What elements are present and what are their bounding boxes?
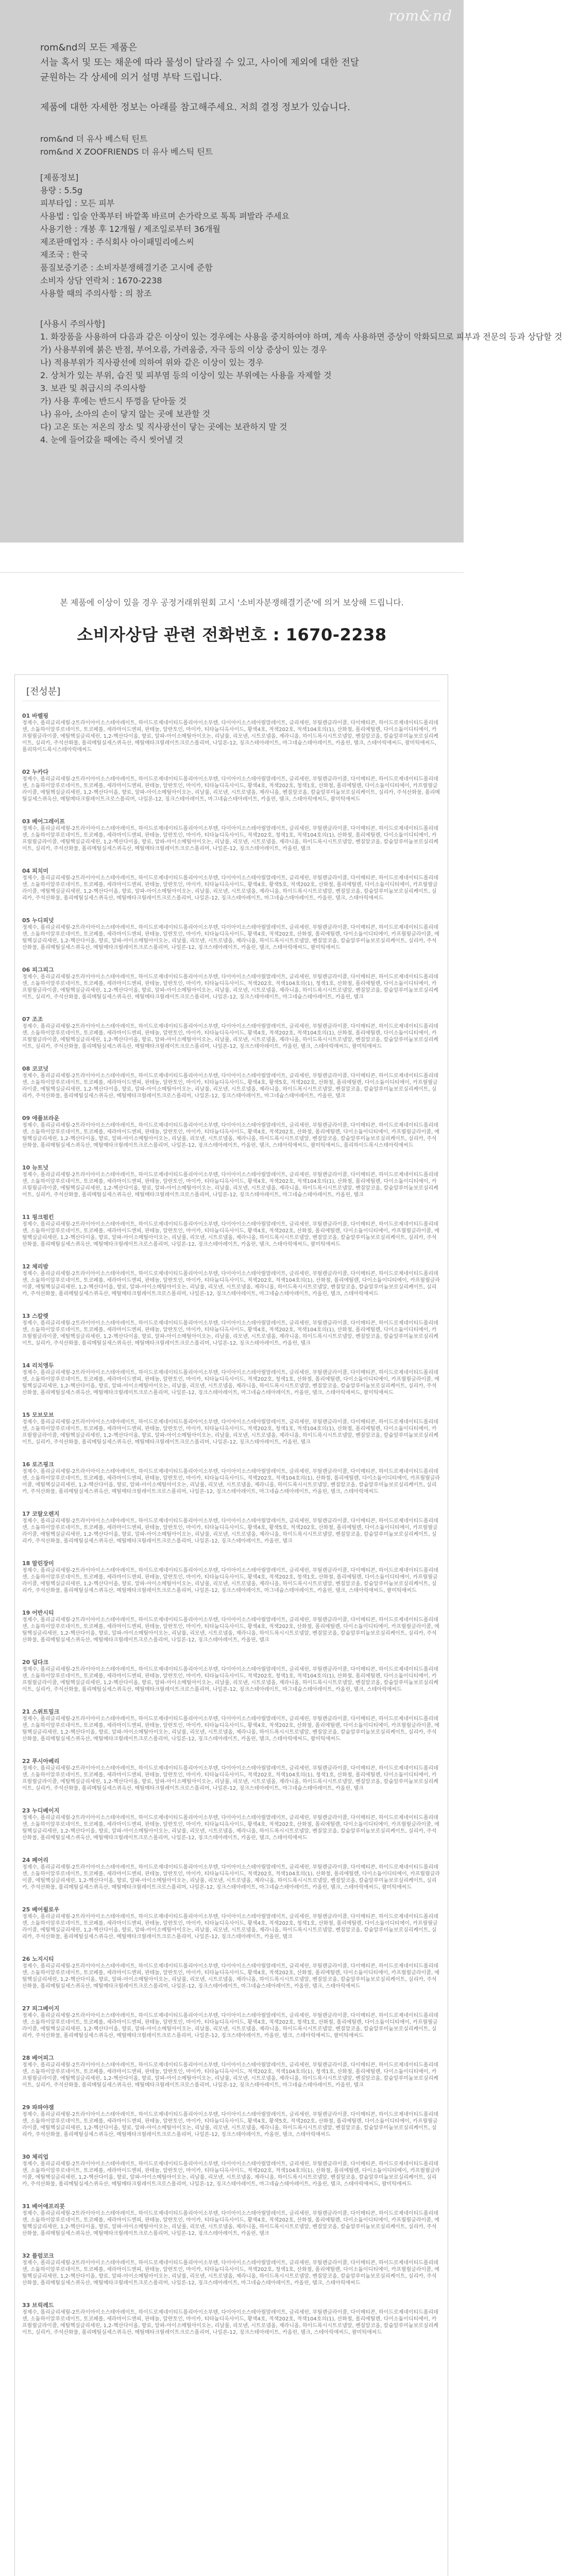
ingredient-list-text: 정제수, 폴리글리세릴-2트라이아이소스테아레이트, 하이드로제네이티드폴리아이소부텐, 다이아이소스테아릴말레이트, 글리세린, 부틸렌글라이콜, 다이메티콘, 하이드로제네이티드폴리데센, 소듐하이알루로네이트, 토코페롤, 세라마이드엔피, 판테놀, 알란토인, 마이카, 티타늄디옥사이드, 적색202호, 청색1호, 적색104호의(1), 산화철, 폴리에틸렌, 다이소듐이디티에이, 카프릴릴글라이콜, 에틸헥실글리세린, 1,2-헥산다이올, 향료, 알파-아이소메틸아이오논, 리날룰, 리모넨, 시트로넬올, 제라니올, 하이드록시시트로넬알, 벤질알코올, 칼슘알루미늄보로실리케이트, 실리카, 주석산화물, 폴리메틸실세스퀴옥산, 메틸메타크릴레이트크로스폴리머, 나일론-12, 징크스테아레이트, 카올린, 탤크 <box>22 1419 438 1445</box>
ingredient-list-text: 정제수, 폴리글리세릴-2트라이아이소스테아레이트, 하이드로제네이티드폴리아이소부텐, 다이아이소스테아릴말레이트, 글리세린, 부틸렌글라이콜, 다이메티콘, 하이드로제네이티드폴리데센, 소듐하이알루로네이트, 토코페롤, 세라마이드엔피, 판테놀, 알란토인, 마이카, 티타늄디옥사이드, 황색4호, 적색202호, 청색1호, 산화철, 폴리에틸렌, 다이소듐이디티에이, 카프릴릴글라이콜, 에틸헥실글리세린, 1,2-헥산다이올, 향료, 알파-아이소메틸아이오논, 리날룰, 리모넨, 시트로넬올, 제라니올, 벤질알코올, 칼슘알루미늄보로실리케이트, 실리카, 주석산화물, 폴리메틸실세스퀴옥산, 메틸메타크릴레이트크로스폴리머, 나일론-12, 징크스테아레이트, 마그네슘스테아레이트, 카올린, 탤크, 스테아릭애씨드, 팔미틱애씨드 <box>22 776 440 802</box>
ingredient-section <box>22 1065 440 1099</box>
ingredient-list-text: 정제수, 폴리글리세릴-2트라이아이소스테아레이트, 하이드로제네이티드폴리아이소부텐, 다이아이소스테아릴말레이트, 글리세린, 부틸렌글라이콜, 다이메티콘, 하이드로제네이티드폴리데센, 소듐하이알루로네이트, 토코페롤, 세라마이드엔피, 판테놀, 알란토인, 마이카, 티타늄디옥사이드, 황색4호, 적색202호, 산화철, 폴리에틸렌, 다이소듐이디티에이, 카프릴릴글라이콜, 에틸헥실글리세린, 1,2-헥산다이올, 향료, 알파-아이소메틸아이오논, 리날룰, 리모넨, 시트로넬올, 제라니올, 하이드록시시트로넬알, 벤질알코올, 칼슘알루미늄보로실리케이트, 실리카, 주석산화물, 폴리메틸실세스퀴옥산, 메틸메타크릴레이트크로스폴리머, 나일론-12, 징크스테아레이트, 카올린, 탤크, 스테아릭애씨드, 팔미틱애씨드, 폴리하이드록시스테아릭애씨드 <box>22 1123 439 1148</box>
ingredient-list-text: 정제수, 폴리글리세릴-2트라이아이소스테아레이트, 하이드로제네이티드폴리아이소부텐, 다이아이소스테아릴말레이트, 글리세린, 부틸렌글라이콜, 다이메티콘, 하이드로제네이티드폴리데센, 소듐하이알루로네이트, 토코페롤, 세라마이드엔피, 판테놀, 알란토인, 마이카, 티타늄디옥사이드, 적색202호, 적색104호의(1), 산화철, 폴리에틸렌, 다이소듐이디티에이, 카프릴릴글라이콜, 에틸헥실글리세린, 1,2-헥산다이올, 향료, 알파-아이소메틸아이오논, 리날룰, 리모넨, 시트로넬올, 제라니올, 하이드록시시트로넬알, 벤질알코올, 칼슘알루미늄보로실리케이트, 실리카, 주석산화물, 폴리메틸실세스퀴옥산, 메틸메타크릴레이트크로스폴리머, 나일론-12, 징크스테아레이트, 마그네슘스테아레이트, 카올린, 탤크, 스테아릭애씨드, 팔미틱애씨드 <box>22 2161 440 2187</box>
ingredient-list-text: 정제수, 폴리글리세릴-2트라이아이소스테아레이트, 하이드로제네이티드폴리아이소부텐, 다이아이소스테아릴말레이트, 글리세린, 부틸렌글라이콜, 다이메티콘, 하이드로제네이티드폴리데센, 소듐하이알루로네이트, 토코페롤, 세라마이드엔피, 판테놀, 알란토인, 마이카, 티타늄디옥사이드, 적색202호, 적색104호의(1), 산화철, 폴리에틸렌, 다이소듐이디티에이, 카프릴릴글라이콜, 에틸헥실글리세린, 1,2-헥산다이올, 향료, 알파-아이소메틸아이오논, 리날룰, 리모넨, 시트로넬올, 제라니올, 하이드록시시트로넬알, 벤질알코올, 칼슘알루미늄보로실리케이트, 실리카, 주석산화물, 폴리메틸실세스퀴옥산, 메틸메타크릴레이트크로스폴리머, 나일론-12, 징크스테아레이트, 마그네슘스테아레이트, 카올린, 탤크, 스테아릭애씨드 <box>22 1271 440 1297</box>
ingredient-section <box>22 1609 440 1643</box>
consult-block <box>0 573 464 646</box>
ingredient-list-text: 정제수, 폴리글리세릴-2트라이아이소스테아레이트, 하이드로제네이티드폴리아이소부텐, 다이아이소스테아릴말레이트, 글리세린, 부틸렌글라이콜, 다이메티콘, 하이드로제네이티드폴리데센, 소듐하이알루로네이트, 토코페롤, 세라마이드엔피, 판테놀, 알란토인, 마이카, 티타늄디옥사이드, 적색202호, 청색1호, 적색104호의(1), 산화철, 폴리에틸렌, 다이소듐이디티에이, 카프릴릴글라이콜, 에틸헥실글리세린, 1,2-헥산다이올, 향료, 알파-아이소메틸아이오논, 리날룰, 리모넨, 시트로넬올, 제라니올, 하이드록시시트로넬알, 벤질알코올, 칼슘알루미늄보로실리케이트, 실리카, 주석산화물, 폴리메틸실세스퀴옥산, 메틸메타크릴레이트크로스폴리머, 나일론-12, 징크스테아레이트, 카올린, 탤크 <box>22 826 438 852</box>
ingredient-section <box>22 1906 440 1940</box>
ingredient-list-text: 정제수, 폴리글리세릴-2트라이아이소스테아레이트, 하이드로제네이티드폴리아이소부텐, 다이아이소스테아릴말레이트, 글리세린, 부틸렌글라이콜, 다이메티콘, 하이드로제네이티드폴리데센, 소듐하이알루로네이트, 토코페롤, 세라마이드엔피, 판테놀, 알란토인, 마이카, 티타늄디옥사이드, 황색4호, 적색202호, 산화철, 폴리에틸렌, 다이소듐이디티에이, 카프릴릴글라이콜, 에틸헥실글리세린, 1,2-헥산다이올, 향료, 알파-아이소메틸아이오논, 리날룰, 리모넨, 시트로넬올, 제라니올, 하이드록시시트로넬알, 벤질알코올, 칼슘알루미늄보로실리케이트, 실리카, 주석산화물, 폴리메틸실세스퀴옥산, 메틸메타크릴레이트크로스폴리머, 나일론-12, 징크스테아레이트, 카올린, 탤크, 스테아릭애씨드, 팔미틱애씨드 <box>22 925 439 951</box>
caution-line: 1. 화장품을 사용하여 다음과 같은 이상이 있는 경우에는 사용을 중지하여야 하며, 계속 사용하면 증상이 악화되므로 피부과 전문의 등과 상담할 것 <box>40 332 562 342</box>
caution-line: 나) 적용부위가 직사광선에 의하여 위와 같은 이상이 있는 경우 <box>40 358 264 367</box>
product-info-line: 소비자 상담 연락처 : 1670-2238 <box>40 276 162 285</box>
ingredient-shade-name: 30 체리업 <box>22 2154 49 2160</box>
product-info-panel <box>0 0 562 543</box>
ingredient-shade-name: 27 피그베이지 <box>22 2005 60 2012</box>
ingredient-shade-name: 28 베어피그 <box>22 2055 54 2061</box>
ingredient-shade-name: 23 누디베이지 <box>22 1807 60 1814</box>
intro-line: 서늘 혹서 및 또는 채운에 따라 물성이 달라질 수 있고, 사이에 제외에 대한 전달 <box>40 57 360 68</box>
ingredient-list-text: 정제수, 폴리글리세릴-2트라이아이소스테아레이트, 하이드로제네이티드폴리아이소부텐, 다이아이소스테아릴말레이트, 글리세린, 부틸렌글라이콜, 다이메티콘, 하이드로제네이티드폴리데센, 소듐하이알루로네이트, 토코페롤, 세라마이드엔피, 판테놀, 알란토인, 마이카, 티타늄디옥사이드, 적색202호, 적색104호의(1), 청색1호, 산화철, 폴리에틸렌, 다이소듐이디티에이, 카프릴릴글라이콜, 에틸헥실글리세린, 1,2-헥산다이올, 향료, 알파-아이소메틸아이오논, 리날룰, 리모넨, 시트로넬올, 제라니올, 하이드록시시트로넬알, 벤질알코올, 칼슘알루미늄보로실리케이트, 실리카, 주석산화물, 폴리메틸실세스퀴옥산, 메틸메타크릴레이트크로스폴리머, 나일론-12, 징크스테아레이트, 마그네슘스테아레이트, 카올린, 탤크 <box>22 2062 438 2088</box>
ingredient-section <box>22 1412 440 1446</box>
ingredient-list-text: 정제수, 폴리글리세릴-2트라이아이소스테아레이트, 하이드로제네이티드폴리아이소부텐, 다이아이소스테아릴말레이트, 글리세린, 부틸렌글라이콜, 다이메티콘, 하이드로제네이티드폴리데센, 소듐하이알루로네이트, 토코페롤, 세라마이드엔피, 판테놀, 알란토인, 마이카, 티타늄디옥사이드, 황색4호, 적색202호, 청색1호, 산화철, 폴리에틸렌, 다이소듐이디티에이, 카프릴릴글라이콜, 에틸헥실글리세린, 1,2-헥산다이올, 향료, 알파-아이소메틸아이오논, 리날룰, 리모넨, 시트로넬올, 제라니올, 하이드록시시트로넬알, 벤질알코올, 칼슘알루미늄보로실리케이트, 실리카, 주석산화물, 폴리메틸실세스퀴옥산, 메틸메타크릴레이트크로스폴리머, 나일론-12, 징크스테아레이트, 카올린, 탤크 <box>22 1914 438 1940</box>
ingredient-section <box>22 1016 440 1050</box>
ingredient-list-text: 정제수, 폴리글리세릴-2트라이아이소스테아레이트, 하이드로제네이티드폴리아이소부텐, 다이아이소스테아릴말레이트, 글리세린, 부틸렌글라이콜, 다이메티콘, 하이드로제네이티드폴리데센, 소듐하이알루로네이트, 토코페롤, 세라마이드엔피, 판테놀, 알란토인, 마이카, 티타늄디옥사이드, 황색4호, 적색202호, 적색104호의(1), 산화철, 폴리에틸렌, 다이소듐이디티에이, 카프릴릴글라이콜, 에틸헥실글리세린, 1,2-헥산다이올, 향료, 알파-아이소메틸아이오논, 리날룰, 리모넨, 시트로넬올, 제라니올, 하이드록시시트로넬알, 벤질알코올, 칼슘알루미늄보로실리케이트, 실리카, 주석산화물, 폴리메틸실세스퀴옥산, 메틸메타크릴레이트크로스폴리머, 나일론-12, 징크스테아레이트, 카올린, 탤크 <box>22 1320 438 1346</box>
ingredient-section <box>22 1214 440 1248</box>
caution-line: 다) 고온 또는 저온의 장소 및 직사광선이 닿는 곳에는 보관하지 말 것 <box>40 422 287 432</box>
ingredient-list-text: 정제수, 폴리글리세릴-2트라이아이소스테아레이트, 하이드로제네이티드폴리아이소부텐, 다이아이소스테아릴말레이트, 글리세린, 부틸렌글라이콜, 다이메티콘, 하이드로제네이티드폴리데센, 소듐하이알루로네이트, 토코페롤, 세라마이드엔피, 판테놀, 알란토인, 마이카, 티타늄디옥사이드, 황색4호, 적색202호, 산화철, 폴리에틸렌, 다이소듐이디티에이, 카프릴릴글라이콜, 에틸헥실글리세린, 1,2-헥산다이올, 향료, 알파-아이소메틸아이오논, 리날룰, 리모넨, 시트로넬올, 제라니올, 하이드록시시트로넬알, 벤질알코올, 칼슘알루미늄보로실리케이트, 실리카, 주석산화물, 폴리메틸실세스퀴옥산, 메틸메타크릴레이트크로스폴리머, 나일론-12, 징크스테아레이트, 마그네슘스테아레이트, 카올린, 탤크, 스테아릭애씨드 <box>22 1963 439 1989</box>
intro-line: 제품에 대한 자세한 정보는 아래를 참고해주세요. 저희 결정 정보가 있습니다. <box>40 102 350 113</box>
ingredient-section <box>22 2203 440 2237</box>
ingredient-shade-name: 21 스위트밀크 <box>22 1708 60 1715</box>
ingredient-shade-name: 13 스칼렛 <box>22 1313 49 1319</box>
ingredient-shade-name: 24 페어리 <box>22 1857 49 1863</box>
ingredient-shade-name: 08 코코넛 <box>22 1065 49 1072</box>
ingredient-section <box>22 2104 440 2138</box>
ingredient-shade-name: 32 플럼코크 <box>22 2252 54 2259</box>
caution-line: 2. 상처가 있는 부위, 습진 및 피부염 등의 이상이 있는 부위에는 사용을 자제할 것 <box>40 370 332 380</box>
ingredient-section <box>22 1362 440 1396</box>
ingredient-shade-name: 19 어반시티 <box>22 1609 54 1616</box>
ingredient-section <box>22 769 440 803</box>
product-info-line: 피부타입 : 모든 피부 <box>40 198 115 208</box>
ingredient-list-text: 정제수, 폴리글리세릴-2트라이아이소스테아레이트, 하이드로제네이티드폴리아이소부텐, 다이아이소스테아릴말레이트, 글리세린, 부틸렌글라이콜, 다이메티콘, 하이드로제네이티드폴리데센, 소듐하이알루로네이트, 토코페롤, 세라마이드엔피, 판테놀, 알란토인, 마이카, 티타늄디옥사이드, 황색4호, 적색202호, 적색104호의(1), 산화철, 폴리에틸렌, 다이소듐이디티에이, 카프릴릴글라이콜, 에틸헥실글리세린, 1,2-헥산다이올, 향료, 알파-아이소메틸아이오논, 리날룰, 리모넨, 시트로넬올, 제라니올, 하이드록시시트로넬알, 벤질알코올, 칼슘알루미늄보로실리케이트, 실리카, 주석산화물, 폴리메틸실세스퀴옥산, 메틸메타크릴레이트크로스폴리머, 나일론-12, 징크스테아레이트, 카올린, 탤크, 스테아릭애씨드, 팔미틱애씨드 <box>22 2310 438 2335</box>
ingredient-list-text: 정제수, 폴리글리세릴-2트라이아이소스테아레이트, 하이드로제네이티드폴리아이소부텐, 다이아이소스테아릴말레이트, 글리세린, 부틸렌글라이콜, 다이메티콘, 하이드로제네이티드폴리데센, 소듐하이알루로네이트, 토코페롤, 세라마이드엔피, 판테놀, 알란토인, 마이카, 티타늄디옥사이드, 황색4호, 적색202호, 산화철, 폴리에틸렌, 다이소듐이디티에이, 카프릴릴글라이콜, 에틸헥실글리세린, 1,2-헥산다이올, 향료, 알파-아이소메틸아이오논, 리날룰, 리모넨, 시트로넬올, 제라니올, 하이드록시시트로넬알, 벤질알코올, 칼슘알루미늄보로실리케이트, 실리카, 주석산화물, 폴리메틸실세스퀴옥산, 메틸메타크릴레이트크로스폴리머, 나일론-12, 징크스테아레이트, 카올린, 탤크, 스테아릭애씨드, 팔미틱애씨드 <box>22 1716 439 1742</box>
ingredient-section <box>22 1708 440 1742</box>
ingredient-shade-name: 10 뉴트넛 <box>22 1164 49 1171</box>
ingredients-title: [전성분] <box>22 682 440 701</box>
caution-line: 가) 사용부위에 붉은 반점, 부어오름, 가려움증, 자극 등의 이상 증상이 있는 경우 <box>40 345 327 354</box>
ingredient-section <box>22 713 440 753</box>
ingredient-shade-name: 02 누카다 <box>22 769 49 775</box>
ingredient-shade-name: 15 모브모브 <box>22 1412 54 1418</box>
ingredient-shade-name: 33 브릭레드 <box>22 2302 54 2309</box>
ingredient-list-text: 정제수, 폴리글리세릴-2트라이아이소스테아레이트, 하이드로제네이티드폴리아이소부텐, 다이아이소스테아릴말레이트, 글리세린, 부틸렌글라이콜, 다이메티콘, 하이드로제네이티드폴리데센, 소듐하이알루로네이트, 토코페롤, 세라마이드엔피, 판테놀, 알란토인, 마이카, 티타늄디옥사이드, 황색4호, 적색202호, 산화철, 폴리에틸렌, 다이소듐이디티에이, 카프릴릴글라이콜, 에틸헥실글리세린, 1,2-헥산다이올, 향료, 알파-아이소메틸아이오논, 리날룰, 리모넨, 시트로넬올, 제라니올, 하이드록시시트로넬알, 벤질알코올, 칼슘알루미늄보로실리케이트, 실리카, 주석산화물, 폴리메틸실세스퀴옥산, 메틸메타크릴레이트크로스폴리머, 나일론-12, 징크스테아레이트, 카올린, 탤크, 스테아릭애씨드, 팔미틱애씨드 <box>22 1222 439 1247</box>
product-info-line: 사용법 : 입술 안쪽부터 바깥쪽 바르며 손가락으로 톡톡 펴발라 주세요 <box>40 211 289 221</box>
ingredient-shade-name: 25 베어윌로우 <box>22 1906 60 1913</box>
ingredient-section <box>22 818 440 852</box>
ingredient-list-text: 정제수, 폴리글리세릴-2트라이아이소스테아레이트, 하이드로제네이티드폴리아이소부텐, 다이아이소스테아릴말레이트, 글리세린, 부틸렌글라이콜, 다이메티콘, 하이드로제네이티드폴리데센, 소듐하이알루로네이트, 토코페롤, 세라마이드엔피, 판테놀, 알란토인, 마이카, 티타늄디옥사이드, 적색202호, 청색1호, 적색104호의(1), 산화철, 폴리에틸렌, 다이소듐이디티에이, 카프릴릴글라이콜, 에틸헥실글리세린, 1,2-헥산다이올, 향료, 알파-아이소메틸아이오논, 리날룰, 리모넨, 시트로넬올, 제라니올, 하이드록시시트로넬알, 벤질알코올, 칼슘알루미늄보로실리케이트, 실리카, 주석산화물, 폴리메틸실세스퀴옥산, 메틸메타크릴레이트크로스폴리머, 나일론-12, 징크스테아레이트, 마그네슘스테아레이트, 카올린, 탤크, 스테아릭애씨드 <box>22 1667 438 1692</box>
ingredient-list-text: 정제수, 폴리글리세릴-2트라이아이소스테아레이트, 하이드로제네이티드폴리아이소부텐, 다이아이소스테아릴말레이트, 글리세린, 부틸렌글라이콜, 다이메티콘, 하이드로제네이티드폴리데센, 소듐하이알루로네이트, 토코페롤, 세라마이드엔피, 판테놀, 알란토인, 마이카, 티타늄디옥사이드, 황색4호, 황색5호, 적색202호, 산화철, 폴리에틸렌, 다이소듐이디티에이, 카프릴릴글라이콜, 에틸헥실글리세린, 1,2-헥산다이올, 향료, 알파-아이소메틸아이오논, 리날룰, 리모넨, 시트로넬올, 제라니올, 하이드록시시트로넬알, 벤질알코올, 칼슘알루미늄보로실리케이트, 실리카, 주석산화물, 폴리메틸실세스퀴옥산, 메틸메타크릴레이트크로스폴리머, 나일론-12, 징크스테아레이트, 카올린, 탤크 <box>22 1518 438 1544</box>
ingredient-section <box>22 1164 440 1198</box>
ingredient-list-text: 정제수, 폴리글리세릴-2트라이아이소스테아레이트, 하이드로제네이티드폴리아이소부텐, 다이아이소스테아릴말레이트, 글리세린, 부틸렌글라이콜, 다이메티콘, 하이드로제네이티드폴리데센, 소듐하이알루로네이트, 토코페롤, 세라마이드엔피, 판테놀, 알란토인, 마이카, 티타늄디옥사이드, 적색202호, 적색104호의(1), 청색1호, 산화철, 폴리에틸렌, 다이소듐이디티에이, 카프릴릴글라이콜, 에틸헥실글리세린, 1,2-헥산다이올, 향료, 알파-아이소메틸아이오논, 리날룰, 리모넨, 시트로넬올, 제라니올, 하이드록시시트로넬알, 벤질알코올, 칼슘알루미늄보로실리케이트, 실리카, 주석산화물, 폴리메틸실세스퀴옥산, 메틸메타크릴레이트크로스폴리머, 나일론-12, 징크스테아레이트, 마그네슘스테아레이트, 카올린, 탤크 <box>22 1766 438 1791</box>
caution-line: 4. 눈에 들어갔을 때에는 즉시 씻어낼 것 <box>40 435 183 445</box>
ingredient-shade-name: 26 노지시티 <box>22 1956 54 1962</box>
ingredient-section <box>22 2302 440 2336</box>
ingredient-list-text: 정제수, 폴리글리세릴-2트라이아이소스테아레이트, 하이드로제네이티드폴리아이소부텐, 다이아이소스테아릴말레이트, 글리세린, 부틸렌글라이콜, 다이메티콘, 하이드로제네이티드폴리데센, 소듐하이알루로네이트, 토코페롤, 세라마이드엔피, 판테놀, 알란토인, 마이카, 티타늄디옥사이드, 황색4호, 황색5호, 적색202호, 산화철, 폴리에틸렌, 다이소듐이디티에이, 카프릴릴글라이콜, 에틸헥실글리세린, 1,2-헥산다이올, 향료, 알파-아이소메틸아이오논, 리날룰, 리모넨, 시트로넬올, 제라니올, 하이드록시시트로넬알, 벤질알코올, 칼슘알루미늄보로실리케이트, 실리카, 주석산화물, 폴리메틸실세스퀴옥산, 메틸메타크릴레이트크로스폴리머, 나일론-12, 징크스테아레이트, 카올린, 탤크, 스테아릭애씨드 <box>22 2112 438 2138</box>
ingredient-shade-name: 16 로즈핑크 <box>22 1461 54 1468</box>
ingredient-list-text: 정제수, 폴리글리세릴-2트라이아이소스테아레이트, 하이드로제네이티드폴리아이소부텐, 다이아이소스테아릴말레이트, 글리세린, 부틸렌글라이콜, 다이메티콘, 하이드로제네이티드폴리데센, 소듐하이알루로네이트, 토코페롤, 세라마이드엔피, 판테놀, 알란토인, 마이카, 티타늄디옥사이드, 황색4호, 적색202호, 적색104호의(1), 산화철, 폴리에틸렌, 다이소듐이디티에이, 카프릴릴글라이콜, 에틸헥실글리세린, 1,2-헥산다이올, 향료, 알파-아이소메틸아이오논, 리날룰, 리모넨, 시트로넬올, 제라니올, 하이드록시시트로넬알, 벤질알코올, 칼슘알루미늄보로실리케이트, 실리카, 주석산화물, 폴리메틸실세스퀴옥산, 메틸메타크릴레이트크로스폴리머, 나일론-12, 징크스테아레이트, 마그네슘스테아레이트, 카올린, 탤크 <box>22 1172 438 1198</box>
ingredient-shade-name: 07 조조 <box>22 1016 43 1023</box>
consult-phone: 소비자상담 관련 전화번호 : 1670-2238 <box>77 625 387 645</box>
product-info-line: 품질보증기준 : 소비자분쟁해결기준 고시에 준함 <box>40 263 213 273</box>
ingredient-shade-name: 12 체리밤 <box>22 1263 49 1270</box>
ingredient-list-text: 정제수, 폴리글리세릴-2트라이아이소스테아레이트, 하이드로제네이티드폴리아이소부텐, 다이아이소스테아릴말레이트, 글리세린, 부틸렌글라이콜, 다이메티콘, 하이드로제네이티드폴리데센, 소듐하이알루로네이트, 토코페롤, 세라마이드엔피, 판테놀, 알란토인, 마이카, 티타늄디옥사이드, 황색4호, 적색202호, 적색104호의(1), 산화철, 폴리에틸렌, 다이소듐이디티에이, 카프릴릴글라이콜, 에틸헥실글리세린, 1,2-헥산다이올, 향료, 알파-아이소메틸아이오논, 리날룰, 리모넨, 시트로넬올, 제라니올, 하이드록시시트로넬알, 벤질알코올, 칼슘알루미늄보로실리케이트, 실리카, 주석산화물, 폴리메틸실세스퀴옥산, 메틸메타크릴레이트크로스폴리머, 나일론-12, 징크스테아레이트, 마그네슘스테아레이트, 카올린, 탤크, 스테아릭애씨드, 팔미틱애씨드, 폴리하이드록시스테아릭애씨드 <box>22 720 438 753</box>
ingredient-shade-name: 31 베어애프리콧 <box>22 2203 65 2210</box>
product-info-line: [제품정보] <box>40 173 79 182</box>
ingredient-shade-name: 17 코랄오렌지 <box>22 1511 60 1517</box>
product-group <box>40 132 411 300</box>
brand-logo: rom&nd <box>388 7 452 24</box>
ingredient-shade-name: 22 푸시아베리 <box>22 1758 60 1765</box>
ingredient-section <box>22 917 440 951</box>
ingredient-shade-name: 18 말린장미 <box>22 1560 54 1567</box>
ingredient-list-text: 정제수, 폴리글리세릴-2트라이아이소스테아레이트, 하이드로제네이티드폴리아이소부텐, 다이아이소스테아릴말레이트, 글리세린, 부틸렌글라이콜, 다이메티콘, 하이드로제네이티드폴리데센, 소듐하이알루로네이트, 토코페롤, 세라마이드엔피, 판테놀, 알란토인, 마이카, 티타늄디옥사이드, 황색4호, 적색202호, 청색1호, 산화철, 폴리에틸렌, 다이소듐이디티에이, 카프릴릴글라이콜, 에틸헥실글리세린, 1,2-헥산다이올, 향료, 알파-아이소메틸아이오논, 리날룰, 리모넨, 시트로넬올, 제라니올, 하이드록시시트로넬알, 벤질알코올, 칼슘알루미늄보로실리케이트, 실리카, 주석산화물, 폴리메틸실세스퀴옥산, 메틸메타크릴레이트크로스폴리머, 나일론-12, 징크스테아레이트, 카올린, 탤크, 스테아릭애씨드, 팔미틱애씨드 <box>22 2013 438 2039</box>
ingredient-shade-name: 03 베어그레이프 <box>22 818 65 825</box>
ingredient-shade-name: 11 핑크펌킨 <box>22 1214 54 1221</box>
ingredient-section <box>22 2154 440 2188</box>
ingredient-list-text: 정제수, 폴리글리세릴-2트라이아이소스테아레이트, 하이드로제네이티드폴리아이소부텐, 다이아이소스테아릴말레이트, 글리세린, 부틸렌글라이콜, 다이메티콘, 하이드로제네이티드폴리데센, 소듐하이알루로네이트, 토코페롤, 세라마이드엔피, 판테놀, 알란토인, 마이카, 티타늄디옥사이드, 적색202호, 청색1호, 산화철, 폴리에틸렌, 다이소듐이디티에이, 카프릴릴글라이콜, 에틸헥실글리세린, 1,2-헥산다이올, 향료, 알파-아이소메틸아이오논, 리날룰, 리모넨, 시트로넬올, 제라니올, 하이드록시시트로넬알, 벤질알코올, 칼슘알루미늄보로실리케이트, 실리카, 주석산화물, 폴리메틸실세스퀴옥산, 메틸메타크릴레이트크로스폴리머, 나일론-12, 징크스테아레이트, 마그네슘스테아레이트, 카올린, 탤크, 스테아릭애씨드 <box>22 2260 439 2286</box>
ingredient-shade-name: 01 바벨핑 <box>22 713 49 719</box>
ingredient-list-text: 정제수, 폴리글리세릴-2트라이아이소스테아레이트, 하이드로제네이티드폴리아이소부텐, 다이아이소스테아릴말레이트, 글리세린, 부틸렌글라이콜, 다이메티콘, 하이드로제네이티드폴리데센, 소듐하이알루로네이트, 토코페롤, 세라마이드엔피, 판테놀, 알란토인, 마이카, 티타늄디옥사이드, 황색4호, 적색202호, 적색104호의(1), 산화철, 폴리에틸렌, 다이소듐이디티에이, 카프릴릴글라이콜, 에틸헥실글리세린, 1,2-헥산다이올, 향료, 알파-아이소메틸아이오논, 리날룰, 리모넨, 시트로넬올, 제라니올, 하이드록시시트로넬알, 벤질알코올, 칼슘알루미늄보로실리케이트, 실리카, 주석산화물, 폴리메틸실세스퀴옥산, 메틸메타크릴레이트크로스폴리머, 나일론-12, 징크스테아레이트, 카올린, 탤크, 스테아릭애씨드, 팔미틱애씨드 <box>22 1024 438 1049</box>
ingredients-box <box>14 674 448 2576</box>
ingredient-section <box>22 1857 440 1891</box>
product-info-line: 사용기한 : 개봉 후 12개월 / 제조일로부터 36개월 <box>40 224 220 234</box>
product-info-line: 제조국 : 한국 <box>40 250 88 260</box>
ingredient-section <box>22 1511 440 1545</box>
caution-line: 나) 유아, 소아의 손이 닿지 않는 곳에 보관할 것 <box>40 409 211 419</box>
product-info-line: 제조판매업자 : 주식회사 아이패밀리에스씨 <box>40 237 194 247</box>
ingredients-list <box>22 713 440 2336</box>
intro-line: 균원하는 각 상세에 의거 설명 부탁 드립니다. <box>40 72 223 83</box>
ingredient-section <box>22 1659 440 1693</box>
ingredient-shade-name: 29 파파야잼 <box>22 2104 54 2111</box>
intro-group <box>40 40 411 115</box>
ingredient-list-text: 정제수, 폴리글리세릴-2트라이아이소스테아레이트, 하이드로제네이티드폴리아이소부텐, 다이아이소스테아릴말레이트, 글리세린, 부틸렌글라이콜, 다이메티콘, 하이드로제네이티드폴리데센, 소듐하이알루로네이트, 토코페롤, 세라마이드엔피, 판테놀, 알란토인, 마이카, 티타늄디옥사이드, 적색202호, 적색104호의(1), 산화철, 폴리에틸렌, 다이소듐이디티에이, 카프릴릴글라이콜, 에틸헥실글리세린, 1,2-헥산다이올, 향료, 알파-아이소메틸아이오논, 리날룰, 리모넨, 시트로넬올, 제라니올, 하이드록시시트로넬알, 벤질알코올, 칼슘알루미늄보로실리케이트, 실리카, 주석산화물, 폴리메틸실세스퀴옥산, 메틸메타크릴레이트크로스폴리머, 나일론-12, 징크스테아레이트, 마그네슘스테아레이트, 카올린, 탤크, 스테아릭애씨드, 팔미틱애씨드 <box>22 1865 440 1890</box>
ingredient-shade-name: 05 누디피넛 <box>22 917 54 924</box>
ingredient-list-text: 정제수, 폴리글리세릴-2트라이아이소스테아레이트, 하이드로제네이티드폴리아이소부텐, 다이아이소스테아릴말레이트, 글리세린, 부틸렌글라이콜, 다이메티콘, 하이드로제네이티드폴리데센, 소듐하이알루로네이트, 토코페롤, 세라마이드엔피, 판테놀, 알란토인, 마이카, 티타늄디옥사이드, 적색202호, 적색104호의(1), 청색1호, 산화철, 폴리에틸렌, 다이소듐이디티에이, 카프릴릴글라이콜, 에틸헥실글리세린, 1,2-헥산다이올, 향료, 알파-아이소메틸아이오논, 리날룰, 리모넨, 시트로넬올, 제라니올, 하이드록시시트로넬알, 벤질알코올, 칼슘알루미늄보로실리케이트, 실리카, 주석산화물, 폴리메틸실세스퀴옥산, 메틸메타크릴레이트크로스폴리머, 나일론-12, 징크스테아레이트, 마그네슘스테아레이트, 카올린, 탤크 <box>22 974 438 1000</box>
ingredient-section <box>22 2005 440 2039</box>
ingredient-section <box>22 1461 440 1495</box>
ingredient-list-text: 정제수, 폴리글리세릴-2트라이아이소스테아레이트, 하이드로제네이티드폴리아이소부텐, 다이아이소스테아릴말레이트, 글리세린, 부틸렌글라이콜, 다이메티콘, 하이드로제네이티드폴리데센, 소듐하이알루로네이트, 토코페롤, 세라마이드엔피, 판테놀, 알란토인, 마이카, 티타늄디옥사이드, 황색4호, 적색202호, 산화철, 폴리에틸렌, 다이소듐이디티에이, 카프릴릴글라이콜, 에틸헥실글리세린, 1,2-헥산다이올, 향료, 알파-아이소메틸아이오논, 리날룰, 리모넨, 시트로넬올, 제라니올, 하이드록시시트로넬알, 벤질알코올, 칼슘알루미늄보로실리케이트, 실리카, 주석산화물, 폴리메틸실세스퀴옥산, 메틸메타크릴레이트크로스폴리머, 나일론-12, 징크스테아레이트, 카올린, 탤크 <box>22 2211 439 2236</box>
intro-line <box>40 85 411 100</box>
ingredient-section <box>22 1263 440 1297</box>
ingredient-list-text: 정제수, 폴리글리세릴-2트라이아이소스테아레이트, 하이드로제네이티드폴리아이소부텐, 다이아이소스테아릴말레이트, 글리세린, 부틸렌글라이콜, 다이메티콘, 하이드로제네이티드폴리데센, 소듐하이알루로네이트, 토코페롤, 세라마이드엔피, 판테놀, 알란토인, 마이카, 티타늄디옥사이드, 황색4호, 황색5호, 적색202호, 산화철, 폴리에틸렌, 다이소듐이디티에이, 카프릴릴글라이콜, 에틸헥실글리세린, 1,2-헥산다이올, 향료, 알파-아이소메틸아이오논, 리날룰, 리모넨, 시트로넬올, 제라니올, 하이드록시시트로넬알, 벤질알코올, 칼슘알루미늄보로실리케이트, 실리카, 주석산화물, 폴리메틸실세스퀴옥산, 메틸메타크릴레이트크로스폴리머, 나일론-12, 징크스테아레이트, 마그네슘스테아레이트, 카올린, 탤크 <box>22 1073 438 1099</box>
product-info-line: 사용할 때의 주의사항 : 의 참조 <box>40 289 152 298</box>
ingredient-section <box>22 1115 440 1149</box>
ingredient-section <box>22 1758 440 1792</box>
product-info-line: rom&nd 더 유사 베스틱 틴트 <box>40 134 148 144</box>
ingredient-section <box>22 2055 440 2089</box>
product-info-line: 용량 : 5.5g <box>40 185 83 195</box>
ingredient-section <box>22 2252 440 2286</box>
ingredient-shade-name: 06 피그피그 <box>22 967 54 973</box>
intro-line: rom&nd의 모든 제품은 <box>40 42 138 53</box>
ingredient-shade-name: 04 피치미 <box>22 868 49 874</box>
ingredient-section <box>22 967 440 1001</box>
ingredient-section <box>22 868 440 902</box>
ingredient-section <box>22 1956 440 1990</box>
consult-note: 본 제품에 이상이 있을 경우 공정거래위원회 고시 '소비자분쟁해결기준'에 의거 보상해 드립니다. <box>60 598 404 607</box>
ingredient-list-text: 정제수, 폴리글리세릴-2트라이아이소스테아레이트, 하이드로제네이티드폴리아이소부텐, 다이아이소스테아릴말레이트, 글리세린, 부틸렌글라이콜, 다이메티콘, 하이드로제네이티드폴리데센, 소듐하이알루로네이트, 토코페롤, 세라마이드엔피, 판테놀, 알란토인, 마이카, 티타늄디옥사이드, 황색4호, 황색5호, 적색202호, 산화철, 폴리에틸렌, 다이소듐이디티에이, 카프릴릴글라이콜, 에틸헥실글리세린, 1,2-헥산다이올, 향료, 알파-아이소메틸아이오논, 리날룰, 리모넨, 시트로넬올, 제라니올, 하이드록시시트로넬알, 벤질알코올, 칼슘알루미늄보로실리케이트, 실리카, 주석산화물, 폴리메틸실세스퀴옥산, 메틸메타크릴레이트크로스폴리머, 나일론-12, 징크스테아레이트, 마그네슘스테아레이트, 카올린, 탤크, 스테아릭애씨드 <box>22 875 438 901</box>
caution-line: 3. 보관 및 취급시의 주의사항 <box>40 383 146 393</box>
product-info-line: rom&nd X ZOOFRIENDS 더 유사 베스틱 틴트 <box>40 147 213 157</box>
ingredient-list-text: 정제수, 폴리글리세릴-2트라이아이소스테아레이트, 하이드로제네이티드폴리아이소부텐, 다이아이소스테아릴말레이트, 글리세린, 부틸렌글라이콜, 다이메티콘, 하이드로제네이티드폴리데센, 소듐하이알루로네이트, 토코페롤, 세라마이드엔피, 판테놀, 알란토인, 마이카, 티타늄디옥사이드, 적색202호, 청색1호, 산화철, 폴리에틸렌, 다이소듐이디티에이, 카프릴릴글라이콜, 에틸헥실글리세린, 1,2-헥산다이올, 향료, 알파-아이소메틸아이오논, 리날룰, 리모넨, 시트로넬올, 제라니올, 하이드록시시트로넬알, 벤질알코올, 칼슘알루미늄보로실리케이트, 실리카, 주석산화물, 폴리메틸실세스퀴옥산, 메틸메타크릴레이트크로스폴리머, 나일론-12, 징크스테아레이트, 마그네슘스테아레이트, 카올린, 탤크, 스테아릭애씨드, 팔미틱애씨드 <box>22 1370 439 1396</box>
ingredient-shade-name: 20 딥다크 <box>22 1659 49 1666</box>
ingredient-shade-name: 14 리치앵두 <box>22 1362 54 1369</box>
ingredient-section <box>22 1313 440 1347</box>
cautions-group <box>40 317 562 446</box>
cautions-header: [사용시 주의사항] <box>40 319 105 329</box>
ingredient-section <box>22 1807 440 1841</box>
caution-line: 가) 사용 후에는 반드시 뚜껑을 닫아둘 것 <box>40 396 187 406</box>
product-info-line <box>40 158 411 171</box>
ingredient-list-text: 정제수, 폴리글리세릴-2트라이아이소스테아레이트, 하이드로제네이티드폴리아이소부텐, 다이아이소스테아릴말레이트, 글리세린, 부틸렌글라이콜, 다이메티콘, 하이드로제네이티드폴리데센, 소듐하이알루로네이트, 토코페롤, 세라마이드엔피, 판테놀, 알란토인, 마이카, 티타늄디옥사이드, 황색4호, 적색202호, 청색1호, 산화철, 폴리에틸렌, 다이소듐이디티에이, 카프릴릴글라이콜, 에틸헥실글리세린, 1,2-헥산다이올, 향료, 알파-아이소메틸아이오논, 리날룰, 리모넨, 시트로넬올, 제라니올, 하이드록시시트로넬알, 벤질알코올, 칼슘알루미늄보로실리케이트, 실리카, 주석산화물, 폴리메틸실세스퀴옥산, 메틸메타크릴레이트크로스폴리머, 나일론-12, 징크스테아레이트, 마그네슘스테아레이트, 카올린, 탤크, 스테아릭애씨드, 팔미틱애씨드 <box>22 1568 438 1594</box>
ingredient-list-text: 정제수, 폴리글리세릴-2트라이아이소스테아레이트, 하이드로제네이티드폴리아이소부텐, 다이아이소스테아릴말레이트, 글리세린, 부틸렌글라이콜, 다이메티콘, 하이드로제네이티드폴리데센, 소듐하이알루로네이트, 토코페롤, 세라마이드엔피, 판테놀, 알란토인, 마이카, 티타늄디옥사이드, 황색4호, 적색202호, 산화철, 폴리에틸렌, 다이소듐이디티에이, 카프릴릴글라이콜, 에틸헥실글리세린, 1,2-헥산다이올, 향료, 알파-아이소메틸아이오논, 리날룰, 리모넨, 시트로넬올, 제라니올, 하이드록시시트로넬알, 벤질알코올, 칼슘알루미늄보로실리케이트, 실리카, 주석산화물, 폴리메틸실세스퀴옥산, 메틸메타크릴레이트크로스폴리머, 나일론-12, 징크스테아레이트, 카올린, 탤크, 스테아릭애씨드 <box>22 1815 439 1841</box>
ingredient-shade-name: 09 애플브라운 <box>22 1115 60 1122</box>
ingredient-section <box>22 1560 440 1594</box>
ingredient-list-text: 정제수, 폴리글리세릴-2트라이아이소스테아레이트, 하이드로제네이티드폴리아이소부텐, 다이아이소스테아릴말레이트, 글리세린, 부틸렌글라이콜, 다이메티콘, 하이드로제네이티드폴리데센, 소듐하이알루로네이트, 토코페롤, 세라마이드엔피, 판테놀, 알란토인, 마이카, 티타늄디옥사이드, 적색202호, 적색104호의(1), 산화철, 폴리에틸렌, 다이소듐이디티에이, 카프릴릴글라이콜, 에틸헥실글리세린, 1,2-헥산다이올, 향료, 알파-아이소메틸아이오논, 리날룰, 리모넨, 시트로넬올, 제라니올, 하이드록시시트로넬알, 벤질알코올, 칼슘알루미늄보로실리케이트, 실리카, 주석산화물, 폴리메틸실세스퀴옥산, 메틸메타크릴레이트크로스폴리머, 나일론-12, 징크스테아레이트, 마그네슘스테아레이트, 카올린, 탤크, 스테아릭애씨드 <box>22 1469 440 1495</box>
ingredient-list-text: 정제수, 폴리글리세릴-2트라이아이소스테아레이트, 하이드로제네이티드폴리아이소부텐, 다이아이소스테아릴말레이트, 글리세린, 부틸렌글라이콜, 다이메티콘, 하이드로제네이티드폴리데센, 소듐하이알루로네이트, 토코페롤, 세라마이드엔피, 판테놀, 알란토인, 마이카, 티타늄디옥사이드, 황색4호, 적색202호, 산화철, 폴리에틸렌, 다이소듐이디티에이, 카프릴릴글라이콜, 에틸헥실글리세린, 1,2-헥산다이올, 향료, 알파-아이소메틸아이오논, 리날룰, 리모넨, 시트로넬올, 제라니올, 하이드록시시트로넬알, 벤질알코올, 칼슘알루미늄보로실리케이트, 실리카, 주석산화물, 폴리메틸실세스퀴옥산, 메틸메타크릴레이트크로스폴리머, 나일론-12, 징크스테아레이트, 카올린, 탤크 <box>22 1617 439 1643</box>
